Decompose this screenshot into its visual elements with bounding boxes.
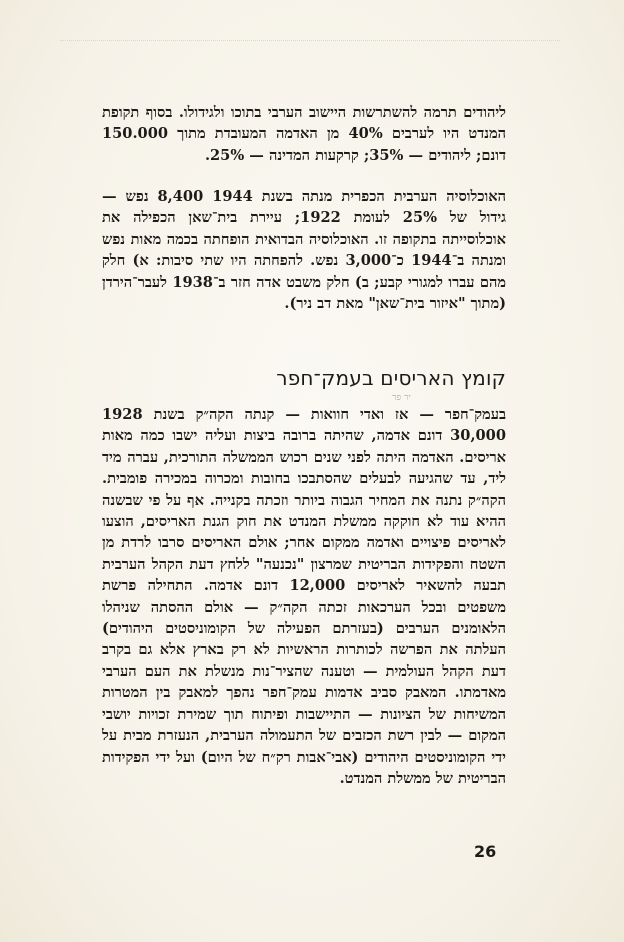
author-name: דב ניר). [284, 295, 332, 313]
paragraph-3-text: בעמק־חפר — אז ואדי חוואות — קנתה הקה״ק בשנת 1928 30,000 דונם אדמה, שהיתה ברובה ביצות ועליה ישבו כמה מאות אריסים. האדמה היתה לפני שנים רכוש הממשלה התורכית, עברה מיד ליד, עד שהגיעה לבעלים שהסתבכו בחובות ומכרוה במכירה פומבית. הקה״ק נתנה את המחיר הגבוה ביותר וזכתה בקנייה. אף על פי שבשנה ההיא עוד לא חוקקה ממשלת המנדט את חוק הגנת האריסים, הוצעו לאריסים פיצויים ואדמה ממקום אחר; אולם האריסים סרבו לרדת מן השטח והפקידות הבריטית שמרצון "נכנעה" ללחץ דעת הקהל הערבית תבעה להשאיר לאריסים 12,000 דונם אדמה. התחילה פרשת משפטים ובכל הערכאות זכתה הקה״ק — אולם ההסתה שניהלו הלאומנים הערבים (בעזרתם הפעילה של הקומוניסטים היהודים) העלתה את הפרשה לכותרות הראשיות לא רק בארץ אלא גם בקרב דעת הקהל העולמית — וטענה שהציר־נות מנשלת את העם הערבי מאדמתו. המאבק סביב אדמות עמק־חפר נהפך למאבק בין המטרות המשיחות של הציונות — התיישבות ופיתוח תוך שמירת זכויות יושבי המקום — לבין רשת הכזבים של התעמולה הערבית, הנעזרת מבית על ידי הקומוניסטים היהודים (אבי־אבות רק״ח של היום) ועל ידי הפקידות הבריטית של ממשלת המנדט. [102, 406, 506, 787]
paragraph-1-text: ליהודים תרמה להשתרשות היישוב הערבי בתוכו ולגידולו. בסוף תקופת המנדט היו לערבים 40% מן האדמה המעובדת מתוך 150.000 דונם; ליהודים — 35%; קרקעות המדינה — 25%. [102, 104, 507, 164]
paragraph-2 [102, 186, 506, 314]
paragraph-emek-hefer [102, 404, 506, 789]
scan-edge-mark [60, 40, 560, 49]
paragraph-2-text: האוכלוסיה הערבית הכפרית מנתה בשנת 1944 8,400 נפש — גידול של 25% לעומת 1922; עיירת בית־שאן הכפילה את אוכלוסייתה בתקופה זו. האוכלוסיה הבדואית הופחתה בכמה מאות נפש ומנתה ב־1944 כ־3,000 נפש. להפחתה היו שתי סיבות: א) חלק מהם עברו למגורי קבע; ב) חלק משבט אדה חזר ב־1938 לעבר־הירדן (מתוך "איזור בית־שאן" מאת [102, 188, 506, 313]
section-heading: קומץ האריסים בעמק־חפר [276, 366, 506, 390]
paragraph-land-ownership [102, 102, 506, 166]
faint-annotation: יר פר [392, 393, 411, 403]
page-number: 26 [474, 842, 497, 861]
paragraph-population [102, 186, 506, 314]
